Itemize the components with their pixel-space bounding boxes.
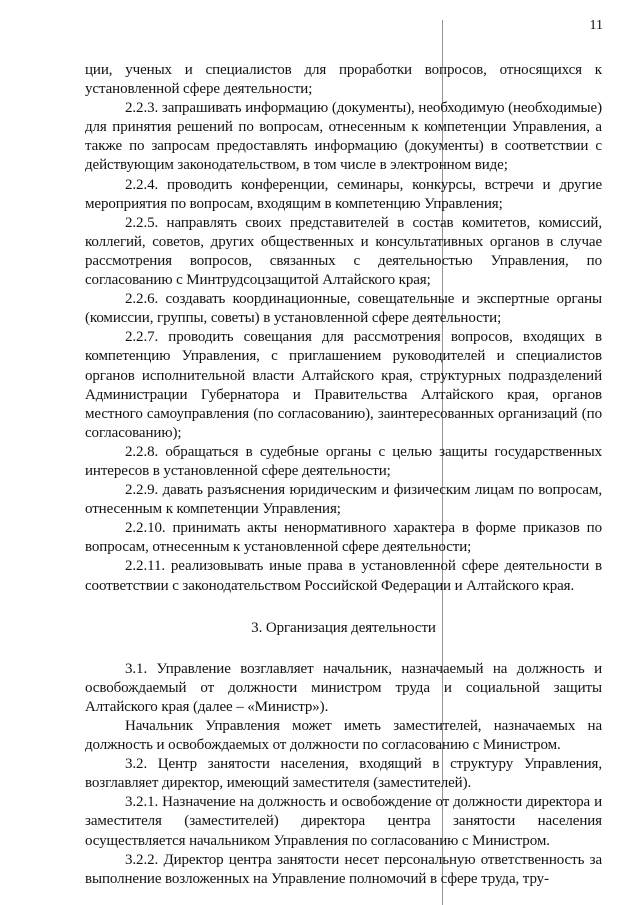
paragraph-2-2-5: 2.2.5. направлять своих представителей в состав комитетов, комиссий, коллегий, советов, других общественных и консультативных органов в случае рассмотрения вопросов, связанных с деятельностью Управления, по согласованию с Минтрудсоцзащитой Алтайского края; (85, 214, 602, 289)
section-heading: 3. Организация деятельности (251, 619, 436, 636)
paragraph-2-2-11: 2.2.11. реализовывать иные права в установленной сфере деятельности в соответствии с законодательством Российской Федерации и Алтайского края. (85, 558, 602, 594)
paragraph-2-2-4: 2.2.4. проводить конференции, семинары, конкурсы, встречи и другие мероприятия по вопросам, входящим в компетенцию Управления; (85, 176, 602, 212)
paragraph-2-2-10: 2.2.10. принимать акты ненормативного характера в форме приказов по вопросам, отнесенным к установленной сфере деятельности; (85, 520, 602, 556)
paragraph-2-2-6: 2.2.6. создавать координационные, совещательные и экспертные органы (комиссии, группы, советы) в установленной сфере деятельности; (85, 291, 602, 327)
paragraph-3-2-2: 3.2.2. Директор центра занятости несет персональную ответственность за выполнение возложенных на Управление полномочий в сфере труда, тру- (85, 851, 602, 887)
page-number: 11 (589, 18, 603, 33)
paragraph: ции, ученых и специалистов для проработки вопросов, относящихся к установленной сфере деятельности; (85, 62, 602, 98)
paragraph-2-2-9: 2.2.9. давать разъяснения юридическим и физическим лицам по вопросам, отнесенным к компетенции Управления; (85, 482, 602, 518)
paragraph-2-2-8: 2.2.8. обращаться в судебные органы с целью защиты государственных интересов в установленной сфере деятельности; (85, 443, 602, 479)
paragraph-3-2-1: 3.2.1. Назначение на должность и освобождение от должности директора и заместителя (заместителей) директора центра занятости населения осуществляется начальником Управления по согласованию с Министром. (85, 794, 602, 849)
paragraph-2-2-3: 2.2.3. запрашивать информацию (документы), необходимую (необходимые) для принятия решений по вопросам, отнесенным к компетенции Управления, а также по запросам предоставлять информацию (документы) в соответствии с действующим законодательством, в том числе в электронном виде; (85, 100, 602, 174)
paragraph-2-2-7: 2.2.7. проводить совещания для рассмотрения вопросов, входящих в компетенцию Управления, с приглашением руководителей и специалистов органов исполнительной власти Алтайского края, структурных подразделений Администрации Губернатора и Правительства Алтайского края, органов местного самоуправления (по согласованию), заинтересованных организаций (по согласованию); (85, 329, 602, 441)
paragraph-3-1: 3.1. Управление возглавляет начальник, назначаемый на должность и освобождаемый от должности министром труда и социальной защиты Алтайского края (далее – «Министр»). (85, 660, 602, 715)
document-body (85, 61, 602, 889)
paragraph-deputies: Начальник Управления может иметь заместителей, назначаемых на должность и освобождаемых от должности по согласованию с Министром. (85, 718, 602, 754)
paragraph-3-2: 3.2. Центр занятости населения, входящий в структуру Управления, возглавляет директор, имеющий заместителя (заместителей). (85, 756, 602, 792)
